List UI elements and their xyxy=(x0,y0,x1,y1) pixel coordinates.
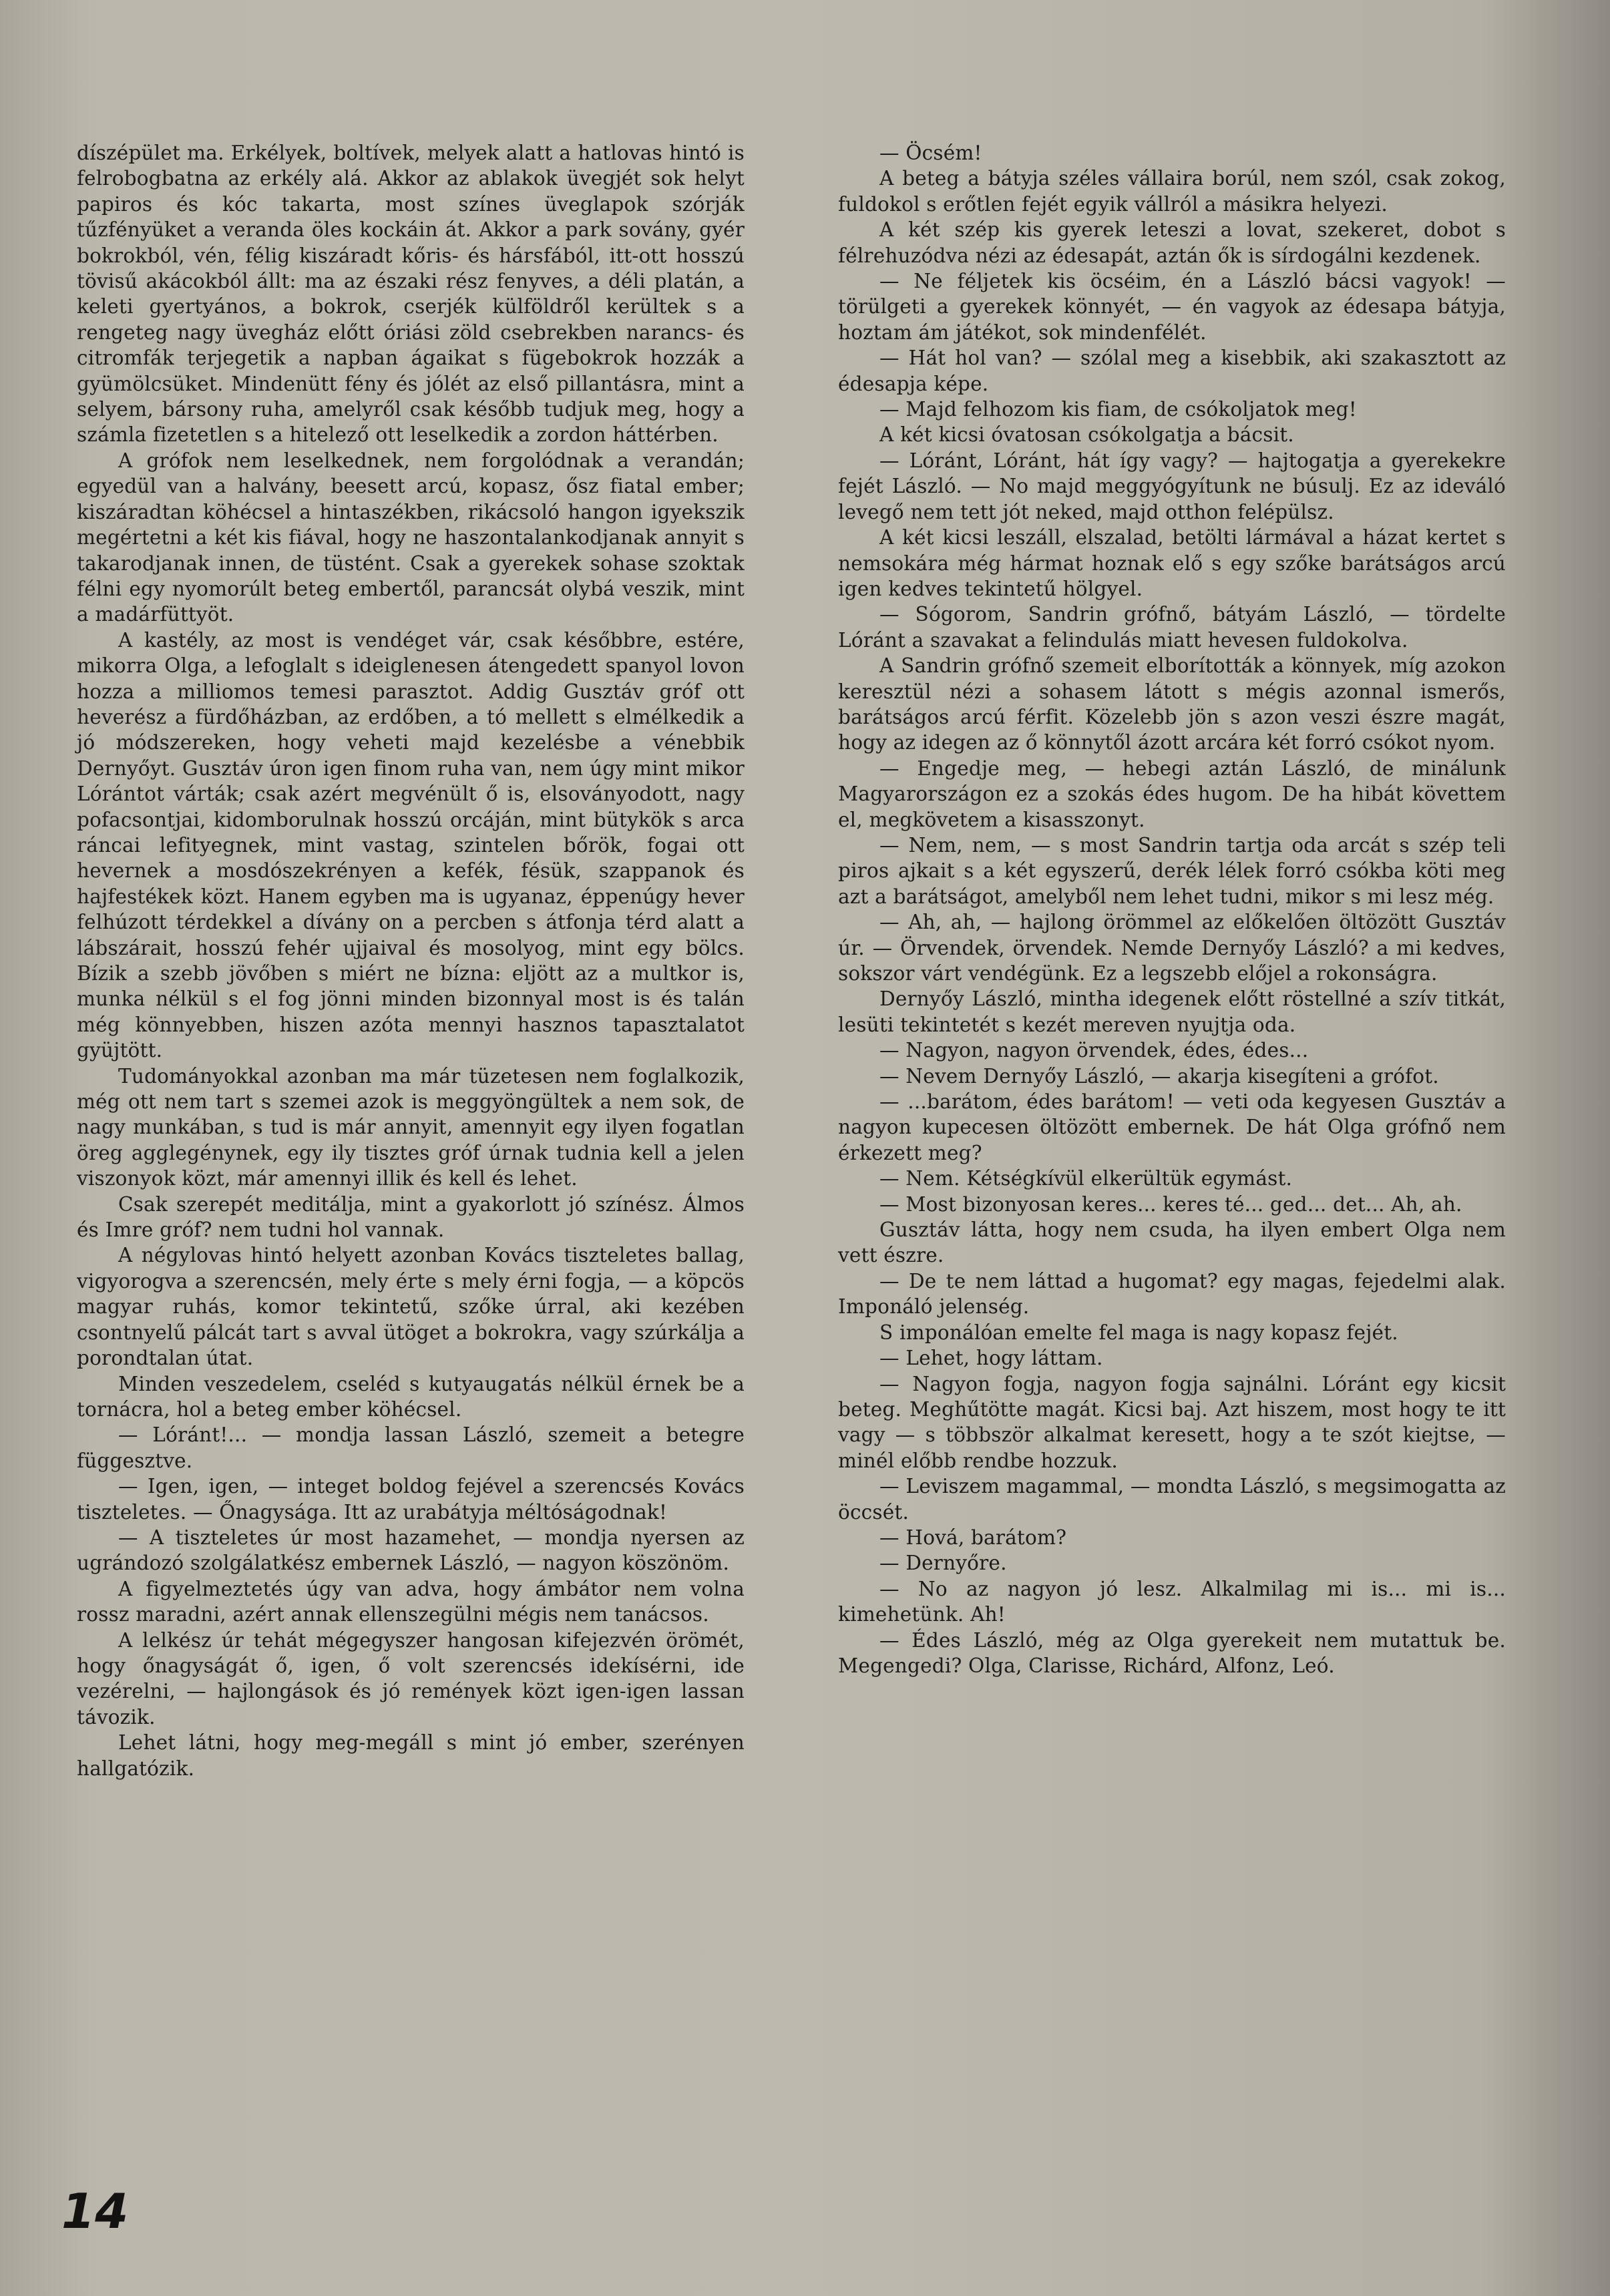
paragraph: — Ah, ah, — hajlong örömmel az előkelően öltözött Gusztáv úr. — Örvendek, örvendek. Nemde Dernyőy László? a mi kedves, sokszor várt vendégünk. Ez a legszebb előjel a rokonságra. xyxy=(838,911,1506,985)
paragraph: — Ne féljetek kis öcséim, én a László bácsi vagyok! — törülgeti a gyerekek könnyét, — én vagyok az édesapa bátyja, hoztam ám játékot, sok mindenfélét. xyxy=(838,270,1506,344)
paragraph: — Sógorom, Sandrin grófnő, bátyám László, — tördelte Lóránt a szavakat a felindulás miatt hevesen fuldokolva. xyxy=(838,603,1506,652)
paragraph: — Hát hol van? — szólal meg a kisebbik, aki szakasztott az édesapja képe. xyxy=(838,347,1506,395)
paragraph: díszépület ma. Erkélyek, boltívek, melyek alatt a hatlovas hintó is felrobogbatna az erkély alá. Akkor az ablakok üvegjét sok helyt papiros és kóc takarta, most színes üveglapok szórják tűzfényüket a veranda öles kockáin át. Akkor a park sovány, gyér bokrokból, vén, félig kiszáradt kőris- és hársfából, itt-ott hosszú tövisű akácokból állt: ma az északi rész fenyves, a déli platán, a keleti gyertyános, a bokrok, cserjék külföldről kerültek s a rengeteg nagy üvegház előtt óriási zöld csebrekben narancs- és citromfák terjegetik a napban ágaikat s fügebokrok hozzák a gyümölcsüket. Mindenütt fény és jólét az első pillantásra, mint a selyem, bársony ruha, amelyről csak később tudjuk meg, hogy a számla fizetetlen s a hitelező ott leselkedik a zordon háttérben. xyxy=(77,142,745,447)
paragraph: A Sandrin grófnő szemeit elborították a könnyek, míg azokon keresztül nézi a sohasem látott s mégis azonnal ismerős, barátságos arcú férfit. Közelebb jön s azon veszi észre magát, hogy az idegen az ő könnytől ázott arcára két forró csókot nyom. xyxy=(838,654,1506,754)
paragraph: — Hová, barátom? xyxy=(879,1526,1067,1549)
page-number: 14 xyxy=(61,2183,129,2239)
paragraph: — De te nem láttad a hugomat? egy magas, fejedelmi alak. Imponáló jelenség. xyxy=(838,1269,1506,1319)
paragraph: A figyelmeztetés úgy van adva, hogy ámbátor nem volna rossz maradni, azért annak ellenszegülni mégis nem tanácsos. xyxy=(77,1577,745,1626)
paragraph: A lelkész úr tehát mégegyszer hangosan kifejezvén örömét, hogy őnagyságát ő, igen, ő volt szerencsés idekísérni, ide vezérelni, — hajlongások és jó remények közt igen-igen lassan távozik. xyxy=(77,1628,745,1729)
paragraph: A két kicsi leszáll, elszalad, betölti lármával a házat kertet s nemsokára még hármat hoznak elő s egy szőke barátságos arcú igen kedves tekintetű hölgyel. xyxy=(838,526,1506,600)
paragraph: — Dernyőre. xyxy=(879,1552,1007,1575)
left-text-column xyxy=(77,140,745,1781)
paragraph: — Nem, nem, — s most Sandrin tartja oda arcát s szép teli piros ajkait s a két egyszerű, derék lélek forró csókba köti meg azt a barátságot, amelyből nem lehet tudni, mikor s mi lesz még. xyxy=(838,833,1506,908)
paragraph: — Most bizonyosan keres... keres té... ged... det... Ah, ah. xyxy=(879,1192,1462,1216)
paragraph: — A tiszteletes úr most hazamehet, — mondja nyersen az ugrándozó szolgálatkész embernek László, — nagyon köszönöm. xyxy=(77,1526,745,1575)
paragraph: A két szép kis gyerek leteszi a lovat, szekeret, dobot s félrehuzódva nézi az édesapát, aztán ők is sírdogálni kezdenek. xyxy=(838,218,1506,267)
paragraph: — ...barátom, édes barátom! — veti oda kegyesen Gusztáv a nagyon kupecesen öltözött embernek. De hát Olga grófnő nem érkezett meg? xyxy=(838,1090,1506,1164)
paragraph: Minden veszedelem, cseléd s kutyaugatás nélkül érnek be a tornácra, hol a beteg ember köhécsel. xyxy=(77,1372,745,1421)
paragraph: Gusztáv látta, hogy nem csuda, ha ilyen embert Olga nem vett észre. xyxy=(838,1218,1506,1267)
paragraph: — Lóránt, Lóránt, hát így vagy? — hajtogatja a gyerekekre fejét László. — No majd meggyógyítunk ne búsulj. Ez az ideváló levegő nem tett jót neked, majd otthon felépülsz. xyxy=(838,449,1506,523)
paragraph: — Lóránt!... — mondja lassan László, szemeit a betegre függesztve. xyxy=(77,1423,745,1472)
paragraph: A kastély, az most is vendéget vár, csak későbbre, estére, mikorra Olga, a lefoglalt s ideiglenesen átengedett spanyol lovon hozza a milliomos temesi parasztot. Addig Gusztáv gróf ott heverész a fürdőházban, az erdőben, a tó mellett s elmélkedik a jó módszereken, hogy veheti majd kezelésbe a vénebbik Dernyőyt. Gusztáv úron igen finom ruha van, nem úgy mint mikor Lórántot várták; csak azért megvénült ő is, elsoványodott, nagy pofacsontjai, kidomborulnak hosszú orcáján, mint bütykök s arca ráncai lefityegnek, mint vastag, szintelen bőrök, fogai ott hevernek a mosdószekrényen a kefék, fésük, szappanok és hajfestékek közt. Hanem egyben ma is ugyanaz, éppenúgy hever felhúzott térdekkel a dívány on a percben s átfonja térd alatt a lábszárait, hosszú fehér ujjaival és mosolyog, mint egy bölcs. Bízik a szebb jövőben s miért ne bízna: eljött az a multkor is, munka nélkül s el fog jönni minden bizonnyal most is és talán még könnyebben, hiszen azóta mennyi hasznos tapasztalatot gyüjtött. xyxy=(77,628,745,1062)
paragraph: Dernyőy László, mintha idegenek előtt röstellné a szív titkát, lesüti tekintetét s kezét mereven nyujtja oda. xyxy=(838,987,1506,1036)
paragraph: — Nem. Kétségkívül elkerültük egymást. xyxy=(879,1167,1293,1190)
paragraph: — Nagyon, nagyon örvendek, édes, édes... xyxy=(879,1039,1309,1062)
paragraph: Csak szerepét meditálja, mint a gyakorlott jó színész. Álmos és Imre gróf? nem tudni hol vannak. xyxy=(77,1192,745,1242)
paragraph: — No az nagyon jó lesz. Alkalmilag mi is... mi is... kimehetünk. Ah! xyxy=(838,1577,1506,1626)
paragraph: A beteg a bátyja széles vállaira borúl, nem szól, csak zokog, fuldokol s erőtlen fejét egyik vállról a másikra helyezi. xyxy=(838,167,1506,216)
paragraph: — Nevem Dernyőy László, — akarja kisegíteni a grófot. xyxy=(879,1064,1439,1088)
paragraph: — Leviszem magammal, — mondta László, s megsimogatta az öccsét. xyxy=(838,1475,1506,1524)
paragraph: — Édes László, még az Olga gyerekeit nem mutattuk be. Megengedi? Olga, Clarisse, Richárd, Alfonz, Leó. xyxy=(838,1628,1506,1677)
paragraph: S imponálóan emelte fel maga is nagy kopasz fejét. xyxy=(879,1321,1398,1344)
paragraph: — Majd felhozom kis fiam, de csókoljatok meg! xyxy=(879,398,1357,421)
paragraph: — Öcsém! xyxy=(879,142,982,164)
paragraph: A két kicsi óvatosan csókolgatja a bácsit. xyxy=(879,423,1294,447)
paragraph: — Igen, igen, — integet boldog fejével a szerencsés Kovács tiszteletes. — Őnagysága. Itt az urabátyja méltóságodnak! xyxy=(77,1475,745,1524)
paragraph: — Nagyon fogja, nagyon fogja sajnálni. Lóránt egy kicsit beteg. Meghűtötte magát. Kicsi baj. Azt hiszem, most hogy te itt vagy — s többször alkalmat keresett, hogy a te szót kiejtse, — minél előbb rendbe hozzuk. xyxy=(838,1372,1506,1472)
paragraph: — Lehet, hogy láttam. xyxy=(879,1347,1103,1370)
paragraph: A grófok nem leselkednek, nem forgolódnak a verandán; egyedül van a halvány, beesett arcú, kopasz, ősz fiatal ember; kiszáradtan köhécsel a hintaszékben, rikácsoló hangon igyekszik megértetni a két kis fiával, hogy ne haszontalankodjanak annyit s takarodjanak innen, de tüstént. Csak a gyerekek sohase szoktak félni egy nyomorúlt beteg embertől, parancsát olybá veszik, mint a madárfüttyöt. xyxy=(77,449,745,626)
right-text-column xyxy=(838,140,1506,1678)
paragraph: Tudományokkal azonban ma már tüzetesen nem foglalkozik, még ott nem tart s szemei azok is meggyöngültek a nem sok, de nagy munkában, s tud is már annyit, amennyit egy ilyen fogatlan öreg agglegénynek, egy ily tisztes gróf úrnak tudnia kell a jelen viszonyok közt, már amennyi illik és kell és lehet. xyxy=(77,1064,745,1190)
paragraph: A négylovas hintó helyett azonban Kovács tiszteletes ballag, vigyorogva a szerencsén, mely érte s mely érni fogja, — a köpcös magyar ruhás, komor tekintetű, szőke úrral, aki kezében csontnyelű pálcát tart s avval ütöget a bokrokra, vagy szúrkálja a porondtalan útat. xyxy=(77,1244,745,1370)
paragraph: Lehet látni, hogy meg-megáll s mint jó ember, szerényen hallgatózik. xyxy=(77,1731,745,1780)
paragraph: — Engedje meg, — hebegi aztán László, de minálunk Magyarországon ez a szokás édes hugom. De ha hibát követtem el, megkövetem a kisasszonyt. xyxy=(838,756,1506,831)
